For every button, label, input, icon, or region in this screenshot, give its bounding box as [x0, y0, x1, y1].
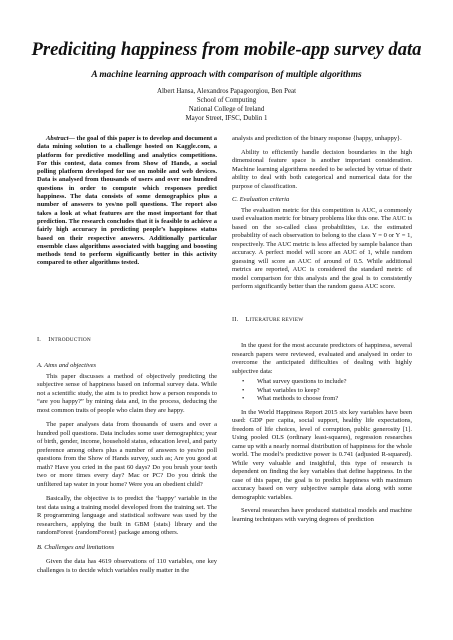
list-item: • What variables to keep?: [232, 387, 412, 396]
paper-title: Prediciting happiness from mobile-app survey data: [31, 39, 422, 60]
right-paragraph-6: Several researches have produced statistical models and machine learning techniques with varying degrees of prediction: [232, 507, 412, 523]
author-school: School of Computing: [196, 97, 257, 104]
question-list: [232, 378, 412, 404]
abstract-text: the goal of this paper is to develop and document a data mining solution to a challenge hosted on Kaggle.com, a platform for predictive modelling and analytics competitions. For this contest, data comes from Show of Hands, a social polling platform developed for use on mobile and web devices. Data is analysed from thousands of users and over one hundred questions in order to compute which responses predict happiness. The data consists of some demographics plus a number of answers to yes/no poll questions. The report also takes a look at what features are the most important for that prediction. The research concludes that it is feasible to achieve a fairly high accuracy in predicting people’s happiness status based on their respective answers. Additionally particular ensemble class algorithms associated with bagging and boosting methods tend to perform significantly better in this activity compared to other algorithms tested.: [37, 135, 217, 267]
right-paragraph-1: analysis and prediction of the binary response {happy, unhappy}.: [232, 135, 402, 142]
right-paragraph-2: Ability to efficiently handle decision boundaries in the high dimensional feature space is another important consideration. Machine learning algorithms needed to be selected by virtue of their ability to deal with both categorical and numerical data for the purpose of classification.: [232, 148, 412, 190]
section-heading-rest: NTRODUCTION: [50, 336, 91, 343]
author-college: National College of Ireland: [188, 106, 265, 113]
right-paragraph-4: In the quest for the most accurate predictors of happiness, several research papers were reviewed, evaluated and analysed in order to overcome the anticipated difficulties of dealing with highly subjective data:: [232, 342, 412, 375]
intro-paragraph-1: This paper discusses a method of objectively predicting the subjective sense of happiness based on informal survey data. While not a scientific study, the aim is to predict how a person responds to “are you happy?” by mining data and, in the process, deducing the most common traits of people who claim they are happy.: [37, 372, 217, 414]
section-heading-introduction: [37, 336, 217, 345]
paper-subtitle: A machine learning approach with comparison of multiple algorithms: [91, 70, 362, 80]
abstract-lead: Abstract—: [46, 135, 75, 142]
author-names: Albert Hansa, Alexandros Papageorgiou, Ben Peat: [157, 88, 296, 95]
section-heading-initial: I: [48, 335, 51, 343]
intro-paragraph-2: The paper analyses data from thousands of users and over a hundred poll questions. Data includes some user demographics; year of birth, gender, income, household status, education level, and party preference among others plus a number of answers to yes/no poll questions from the Show of Hands survey, such as; Are you good at math? Have you cried in the past 60 days? Do you brush your teeth two or more times every day? Mac or PC? Do you drink the unfiltered tap water in your home? Were you an obedient child?: [37, 421, 217, 488]
right-column: [232, 135, 412, 526]
left-column: [37, 135, 217, 577]
abstract: [37, 135, 217, 268]
right-paragraph-3: The evaluation metric for this competition is AUC, a commonly used evaluation metric for binary problems like this one. The AUC is based on the so-called class probabilities, i.e. the estimated probability of each observation to belong to the class Y = 0 or Y = 1, respectively. The AUC metric is less affected by sample balance than accuracy. A perfect model will score an AUC of 1, while random guessing will score an AUC of around of 0.5. While additional metrics are reported, AUC is considered the standard metric of model comparison for this analysis and the goal is to consistently perform significantly better than the random guess AUC score.: [232, 206, 412, 290]
section-heading-literature: [232, 316, 412, 325]
subsection-evaluation: C. Evaluation criteria: [232, 196, 290, 203]
list-item: • What survey questions to include?: [232, 378, 412, 387]
list-item: • What methods to choose from?: [232, 395, 412, 404]
subsection-challenges: B. Challenges and limitations: [37, 543, 115, 551]
intro-paragraph-3: Basically, the objective is to predict the ‘happy’ variable in the test data using a training model developed from the training set. The R programming language and statistical software was used by the researchers, applying the built in GBM {stats} library and the randomForest {randomForest} package among others.: [37, 495, 217, 537]
section-number: II.: [232, 315, 239, 323]
section-number: I.: [37, 335, 42, 343]
section-heading-initial: L: [245, 315, 250, 323]
section-heading-rest: ITERATURE REVIEW: [249, 316, 304, 323]
right-paragraph-5: In the World Happiness Report 2015 six key variables have been used: GDP per capita, social support, healthy life expectations, freedom of life choices, level of corruption, public generosity [1]. Using pooled OLS (ordinary least-squares), regression researches came up with a nearly normal distribution of happiness for the whole world. The model’s predictive power is 0.741 (adjusted R-squared). While very valuable and insightful, this type of research is dependent on finding the key variables that define happiness. In the case of this paper, the goal is to predict happiness with maximum accuracy based on very subjective sample data along with some demographic variables.: [232, 408, 412, 501]
author-address: Mayor Street, IFSC, Dublin 1: [185, 115, 268, 122]
intro-paragraph-4: Given the data has 4619 observations of 110 variables, one key challenges is to decide which variables really matter in the: [37, 558, 217, 574]
subsection-aims: A. Aims and objectives: [37, 362, 97, 370]
